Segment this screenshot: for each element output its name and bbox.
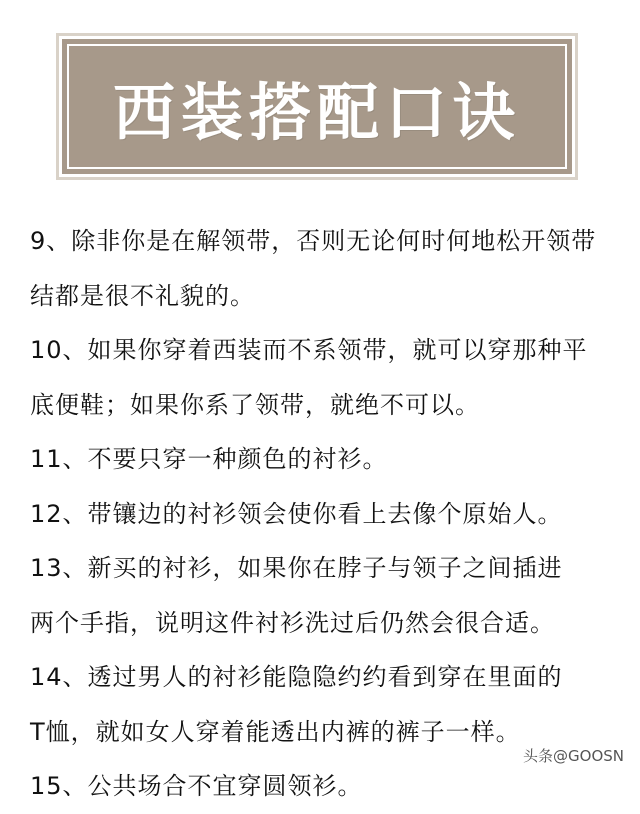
title-banner-frame bbox=[67, 44, 567, 169]
text-line: 13、新买的衬衫，如果你在脖子与领子之间插进 bbox=[30, 554, 563, 582]
text-line: 底便鞋；如果你系了领带，就绝不可以。 bbox=[30, 390, 480, 419]
text-line: 两个手指，说明这件衬衫洗过后仍然会很合适。 bbox=[30, 608, 555, 637]
text-line: 10、如果你穿着西装而不系领带，就可以穿那种平 bbox=[30, 336, 588, 364]
tips-text-block bbox=[30, 214, 630, 814]
text-line: 结都是很不礼貌的。 bbox=[30, 281, 255, 310]
text-line: 12、带镶边的衬衫领会使你看上去像个原始人。 bbox=[30, 499, 563, 528]
text-line: T恤，就如女人穿着能透出内裤的裤子一样。 bbox=[30, 717, 521, 746]
text-line: 15、公共场合不宜穿圆领衫。 bbox=[30, 772, 363, 800]
page-title: 西装搭配口诀 bbox=[112, 76, 521, 149]
text-line: 11、不要只穿一种颜色的衬衫。 bbox=[30, 445, 388, 473]
text-line: 14、透过男人的衬衫能隐隐约约看到穿在里面的 bbox=[30, 663, 563, 691]
title-banner bbox=[58, 35, 576, 178]
watermark: 头条@GOOSN bbox=[523, 747, 624, 765]
text-line: 9、除非你是在解领带，否则无论何时何地松开领带 bbox=[30, 227, 597, 255]
